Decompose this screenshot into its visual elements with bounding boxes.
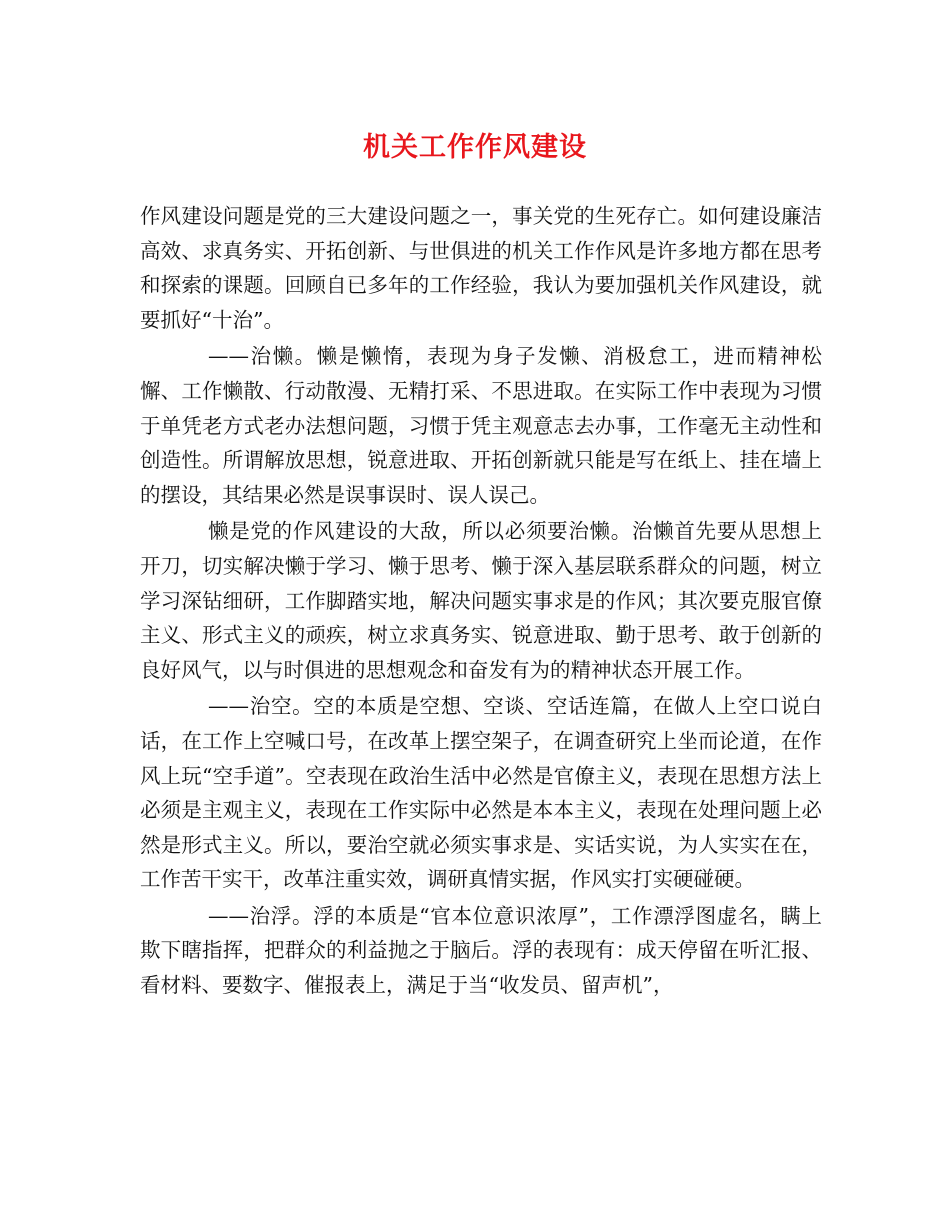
paragraph-intro: 作风建设问题是党的三大建设问题之一，事关党的生死存亡。如何建设廉洁高效、求真务实、开拓创新、与世俱进的机关工作作风是许多地方都在思考和探索的课题。回顾自已多年的工作经验，我认为要加强机关作风建设，就要抓好“十治”。 xyxy=(140,204,822,332)
paragraph-zhi-kong: ——治空。空的本质是空想、空谈、空话连篇，在做人上空口说白话，在工作上空喊口号，在改革上摆空架子，在调查研究上坐而论道，在作风上玩“空手道”。空表现在政治生活中必然是官僚主义，表现在思想方法上必须是主观主义，表现在工作实际中必然是本本主义，表现在处理问题上必然是形式主义。所以，要治空就必须实事求是、实话实说，为人实实在在，工作苦干实干，改革注重实效，调研真情实据，作风实打实硬碰硬。 xyxy=(140,694,822,892)
paragraph-zhi-lan: ——治懒。懒是懒惰，表现为身子发懒、消极怠工，进而精神松懈、工作懒散、行动散漫、无精打采、不思进取。在实际工作中表现为习惯于单凭老方式老办法想问题，习惯于凭主观意志去办事，工作毫无主动性和创造性。所谓解放思想，锐意进取、开拓创新就只能是写在纸上、挂在墙上的摆设，其结果必然是误事误时、误人误己。 xyxy=(140,344,822,507)
paragraph-zhi-lan-remedy: 懒是党的作风建设的大敌，所以必须要治懒。治懒首先要从思想上开刀，切实解决懒于学习、懒于思考、懒于深入基层联系群众的问题，树立学习深钻细研，工作脚踏实地，解决问题实事求是的作风；其次要克服官僚主义、形式主义的顽疾，树立求真务实、锐意进取、勤于思考、敢于创新的良好风气，以与时俱进的思想观念和奋发有为的精神状态开展工作。 xyxy=(140,519,822,682)
document-body xyxy=(140,199,822,1005)
document-title: 机关工作作风建设 xyxy=(363,132,587,163)
paragraph-zhi-fu: ——治浮。浮的本质是“官本位意识浓厚”，工作漂浮图虚名，瞒上欺下瞎指挥，把群众的利益抛之于脑后。浮的表现有：成天停留在听汇报、看材料、要数字、催报表上，满足于当“收发员、留声机”， xyxy=(140,903,822,998)
